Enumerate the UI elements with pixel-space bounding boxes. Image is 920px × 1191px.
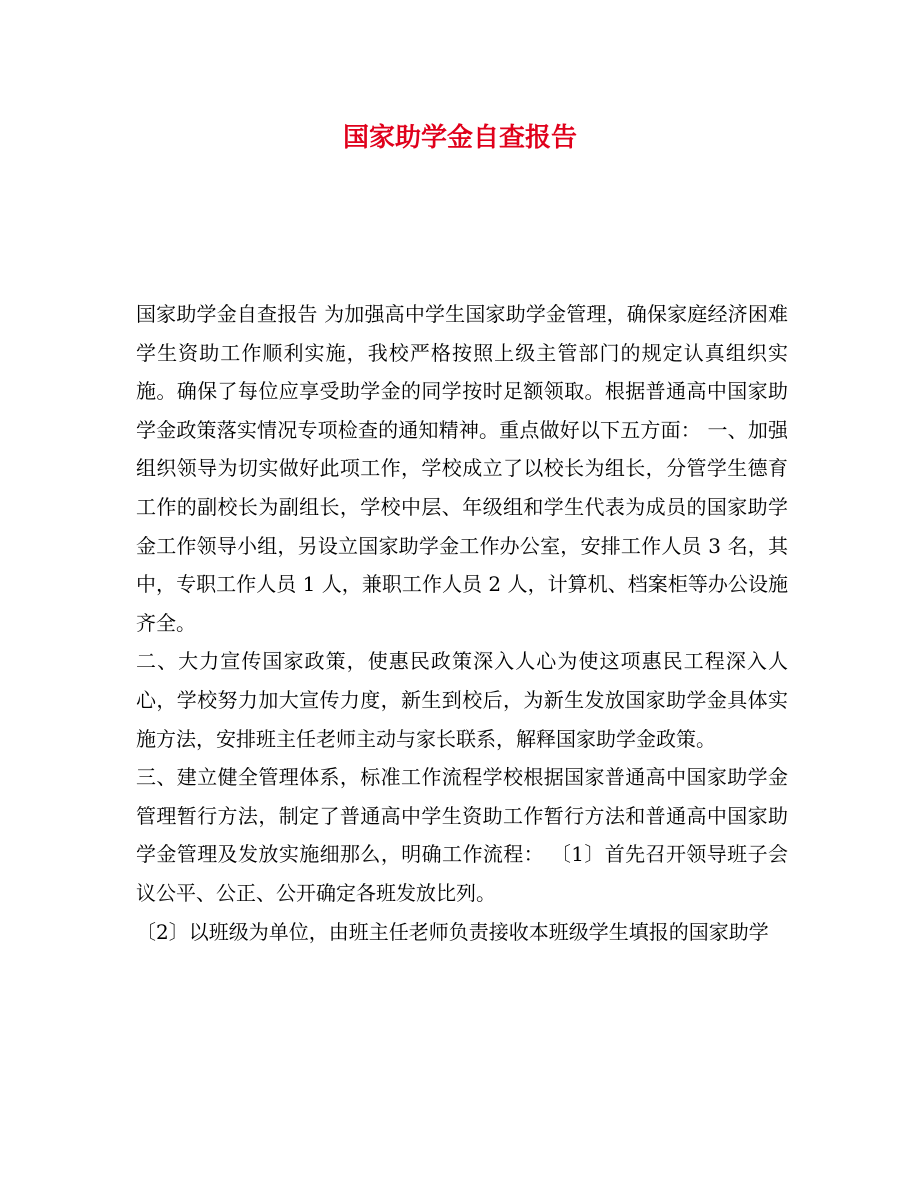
document-title: 国家助学金自查报告 [342, 123, 577, 153]
paragraph-section-3: 三、建立健全管理体系，标准工作流程学校根据国家普通高中国家助学金管理暂行方法，制定了普通高中学生资助工作暂行方法和普通高中国家助学金管理及发放实施细那么，明确工作流程： 〔1〕首先召开领导班子会议公平、公正、公开确定各班发放比列。 [136, 765, 788, 905]
paragraph-item-2: 〔2〕以班级为单位，由班主任老师负责接收本班级学生填报的国家助学 [136, 919, 769, 944]
document-body [136, 295, 788, 951]
paragraph-intro: 国家助学金自查报告 为加强高中学生国家助学金管理，确保家庭经济困难学生资助工作顺利实施，我校严格按照上级主管部门的规定认真组织实施。确保了每位应享受助学金的同学按时足额领取。根据普通高中国家助学金政策落实情况专项检查的通知精神。重点做好以下五方面： 一、加强组织领导为切实做好此项工作，学校成立了以校长为组长，分管学生德育工作的副校长为副组长，学校中层、年级组和学生代表为成员的国家助学金工作领导小组，另设立国家助学金工作办公室，安排工作人员 3 名，其中，专职工作人员 1 人，兼职工作人员 2 人，计算机、档案柜等办公设施齐全。 [136, 302, 788, 635]
paragraph-section-2: 二、大力宣传国家政策，使惠民政策深入人心为使这项惠民工程深入人心，学校努力加大宣传力度，新生到校后，为新生发放国家助学金具体实施方法，安排班主任老师主动与家长联系，解释国家助学金政策。 [136, 649, 788, 751]
